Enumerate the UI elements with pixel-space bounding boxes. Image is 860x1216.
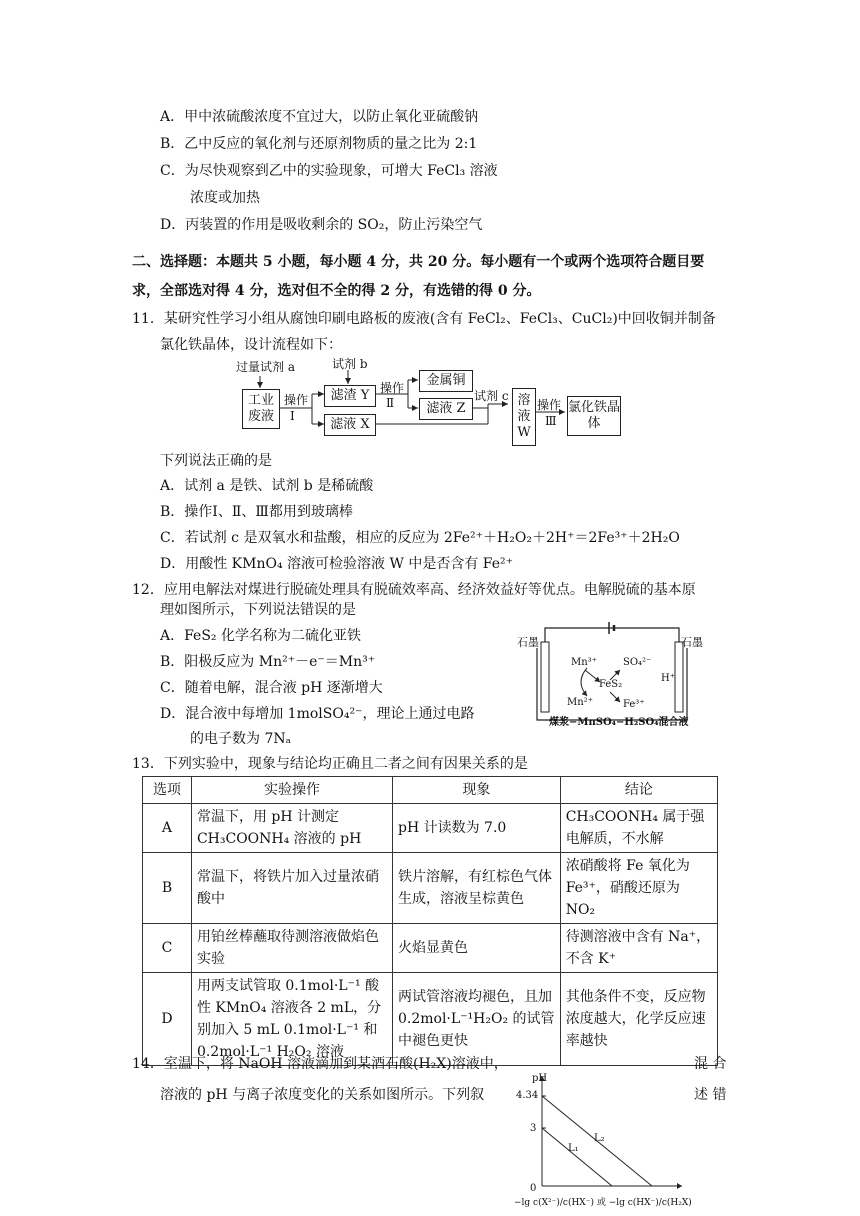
flow-op2: 操作 — [380, 381, 405, 395]
table-cell-phenomenon: 火焰显黄色 — [392, 924, 560, 973]
table-cell-option: C — [143, 924, 192, 973]
table-row — [143, 853, 718, 924]
q14-stem-line1: 14．室温下，将 NaOH 溶液滴加到某酒石酸(H₂X)溶液中， — [132, 1056, 508, 1072]
ph-x-axis-label: −lg c(X²⁻)/c(HX⁻) 或 −lg c(HX⁻)/c(H₂X) — [514, 1198, 692, 1208]
table-cell-conclusion: 其他条件不变，反应物浓度越大，化学反应速率越快 — [560, 973, 717, 1066]
table-row — [143, 804, 718, 853]
table-cell-operation: 常温下，将铁片加入过量浓硝酸中 — [191, 853, 392, 924]
q14-stem-line2-end: 述 错 — [694, 1087, 727, 1103]
experiment-table — [142, 776, 718, 1066]
table-header-row — [143, 777, 718, 804]
flow-reagent-a: 过量试剂 a — [236, 360, 295, 374]
table-cell-option: B — [143, 853, 192, 924]
flow-op1: 操作 — [284, 393, 309, 407]
table-row — [143, 973, 718, 1066]
table-cell-operation: 用两支试管取 0.1mol·L⁻¹ 酸性 KMnO₄ 溶液各 2 mL，分别加入 5 mL 0.1mol·L⁻¹ 和 0.2mol·L⁻¹ H₂O₂ 溶液 — [191, 973, 392, 1066]
q11-stem-line2: 氯化铁晶体，设计流程如下： — [160, 337, 342, 353]
mn2-label: Mn²⁺ — [567, 697, 593, 708]
line-l2-label: L₂ — [594, 1133, 605, 1144]
flow-op3: 操作 — [537, 398, 562, 412]
flow-reagent-b: 试剂 b — [332, 357, 368, 371]
table-cell-conclusion: 浓硝酸将 Fe 氧化为 Fe³⁺，硝酸还原为 NO₂ — [560, 853, 717, 924]
table-row — [143, 924, 718, 973]
table-header-conclusion: 结论 — [560, 777, 717, 804]
mn3-label: Mn³⁺ — [571, 657, 597, 668]
section-heading-line2: 求，全部选对得 4 分，选对但不全的得 2 分，有选错的得 0 分。 — [132, 283, 541, 299]
flow-box-waste: 工业废液 — [242, 389, 280, 429]
table-cell-option: A — [143, 804, 192, 853]
flow-op3-num: Ⅲ — [545, 414, 557, 428]
q14-stem-line1-end: 混 合 — [694, 1056, 727, 1072]
table-cell-option: D — [143, 973, 192, 1066]
table-cell-phenomenon: pH 计读数为 7.0 — [392, 804, 560, 853]
line-l1-label: L₁ — [568, 1143, 579, 1154]
q12-stem-line1: 12．应用电解法对煤进行脱硫处理具有脱硫效率高、经济效益好等优点。电解脱硫的基本原 — [132, 582, 696, 598]
q10-option-c: C．为尽快观察到乙中的实验现象，可增大 FeCl₃ 溶液 — [160, 163, 498, 179]
flow-box-filtrate-x: 滤液 X — [324, 414, 376, 436]
electrolysis-caption: 煤浆−MnSO₄−H₂SO₄混合液 — [549, 717, 689, 728]
q11-stem-line1: 11．某研究性学习小组从腐蚀印刷电路板的废液(含有 FeCl₂、FeCl₃、CuCl₂)中回收铜并制备 — [132, 311, 716, 327]
q11-option-c: C．若试剂 c 是双氧水和盐酸，相应的反应为 2Fe²⁺＋H₂O₂＋2H⁺＝2Fe³⁺＋2H₂O — [160, 530, 680, 546]
q11-option-a: A．试剂 a 是铁、试剂 b 是稀硫酸 — [160, 478, 374, 494]
flow-op2-num: Ⅱ — [386, 396, 395, 410]
ph-tick-4-34: 4.34 — [516, 1090, 539, 1101]
q10-option-a: A．甲中浓硫酸浓度不宜过大，以防止氧化亚硫酸钠 — [160, 109, 479, 125]
q11-option-b: B．操作Ⅰ、Ⅱ、Ⅲ都用到玻璃棒 — [160, 504, 353, 520]
table-header-option: 选项 — [143, 777, 192, 804]
q14-stem-line2: 溶液的 pH 与离子浓度变化的关系如图所示。下列叙 — [160, 1087, 485, 1103]
q11-flow-diagram — [0, 0, 860, 460]
q12-option-b: B．阳极反应为 Mn²⁺－e⁻＝Mn³⁺ — [160, 654, 376, 670]
q12-option-c: C．随着电解，混合液 pH 逐渐增大 — [160, 680, 383, 696]
fes2-label: FeS₂ — [599, 679, 623, 690]
q10-option-c-cont: 浓度或加热 — [190, 190, 260, 206]
ph-axis-label: pH — [532, 1073, 548, 1084]
table-cell-operation: 常温下，用 pH 计测定 CH₃COONH₄ 溶液的 pH — [191, 804, 392, 853]
so4-label: SO₄²⁻ — [623, 657, 652, 668]
table-cell-operation: 用铂丝棒蘸取待测溶液做焰色实验 — [191, 924, 392, 973]
fe3-label: Fe³⁺ — [623, 699, 645, 710]
section-heading-line1: 二、选择题：本题共 5 小题，每小题 4 分，共 20 分。每小题有一个或两个选项符合题目要 — [132, 254, 705, 270]
ph-origin-label: 0 — [530, 1183, 537, 1194]
flow-box-solution-w: 溶液W — [512, 388, 536, 446]
table-cell-conclusion: CH₃COONH₄ 属于强电解质，不水解 — [560, 804, 717, 853]
q10-option-d: D．丙装置的作用是吸收剩余的 SO₂，防止污染空气 — [160, 217, 483, 233]
electrolysis-cell — [515, 618, 710, 730]
left-electrode-label: 石墨 — [517, 636, 539, 649]
ph-tick-3: 3 — [530, 1123, 537, 1134]
flow-reagent-c: 试剂 c — [474, 389, 509, 403]
q11-prompt: 下列说法正确的是 — [160, 453, 272, 469]
q13-stem: 13．下列实验中，现象与结论均正确且二者之间有因果关系的是 — [132, 756, 528, 772]
table-header-phenomenon: 现象 — [392, 777, 560, 804]
table-cell-phenomenon: 两试管溶液均褪色，且加 0.2mol·L⁻¹H₂O₂ 的试管中褪色更快 — [392, 973, 560, 1066]
flow-box-copper: 金属铜 — [419, 370, 473, 392]
q12-option-d: D．混合液中每增加 1molSO₄²⁻，理论上通过电路 — [160, 706, 475, 722]
flow-box-crystal: 氯化铁晶体 — [567, 396, 621, 436]
ph-graph-axes — [520, 1068, 690, 1214]
flow-box-residue-y: 滤渣 Y — [324, 385, 376, 407]
table-cell-phenomenon: 铁片溶解，有红棕色气体生成，溶液呈棕黄色 — [392, 853, 560, 924]
q12-option-a: A．FeS₂ 化学名称为二硫化亚铁 — [160, 628, 361, 644]
q12-stem-line2: 理如图所示，下列说法错误的是 — [160, 602, 356, 618]
table-cell-conclusion: 待测溶液中含有 Na⁺，不含 K⁺ — [560, 924, 717, 973]
q14-ph-graph — [514, 1068, 692, 1214]
table-header-operation: 实验操作 — [191, 777, 392, 804]
flow-box-filtrate-z: 滤液 Z — [419, 398, 473, 420]
flow-op1-num: Ⅰ — [290, 409, 295, 423]
q12-option-d-cont: 的电子数为 7Nₐ — [190, 731, 292, 747]
q11-option-d: D．用酸性 KMnO₄ 溶液可检验溶液 W 中是否含有 Fe²⁺ — [160, 556, 513, 572]
right-electrode-label: 石墨 — [681, 636, 703, 649]
q10-option-b: B．乙中反应的氧化剂与还原剂物质的量之比为 2:1 — [160, 136, 478, 152]
hplus-label: H⁺ — [661, 673, 675, 684]
q12-electrolysis-diagram — [515, 618, 710, 730]
